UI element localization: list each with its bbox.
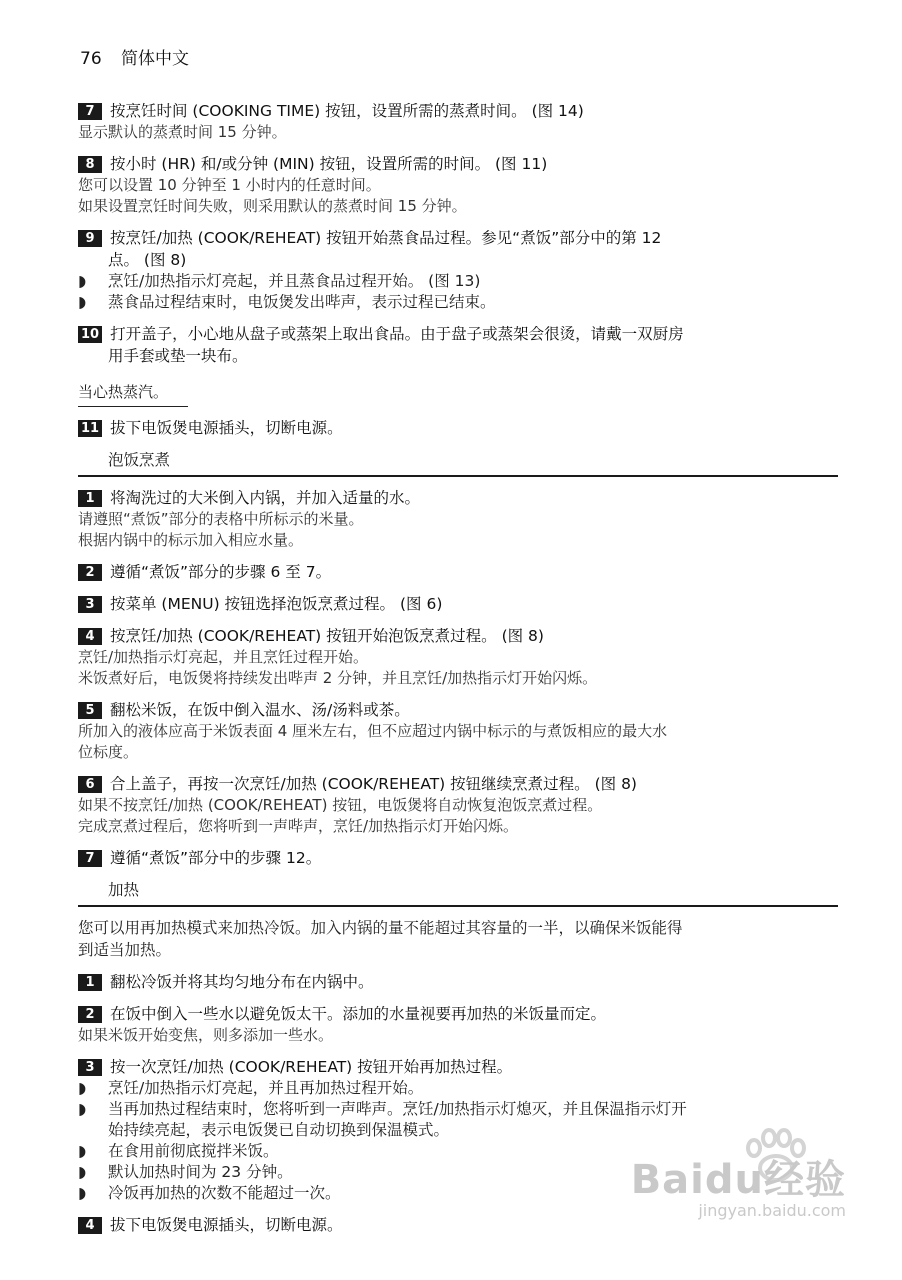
step-number: 7 (78, 103, 102, 120)
bullet-icon: ◗ (78, 1100, 87, 1118)
step-note: 如果米饭开始变焦，则多添加一些水。 (78, 1026, 334, 1044)
step-text: 在饭中倒入一些水以避免饭太干。添加的水量视要再加热的米饭量而定。 (110, 1005, 607, 1023)
step-text: 按菜单 (MENU) 按钮选择泡饭烹煮过程。 (图 6) (110, 595, 443, 613)
step-item (78, 847, 838, 869)
bullet-item: ◗ 蒸食品过程结束时，电饭煲发出哔声，表示过程已结束。 (78, 293, 496, 311)
bullet-item (78, 1078, 838, 1099)
step-number: 7 (78, 850, 102, 867)
page-content (78, 100, 838, 1246)
step-text-continued: 点。 (图 8) (108, 251, 187, 269)
step-item (78, 773, 838, 837)
step-text: 打开盖子，小心地从盘子或蒸架上取出食品。由于盘子或蒸架会很烫，请戴一双厨房 (110, 325, 684, 343)
page-header (80, 44, 189, 69)
step-text: 按烹饪时间 (COOKING TIME) 按钮，设置所需的蒸煮时间。 (图 14) (110, 102, 584, 120)
watermark (631, 1148, 846, 1220)
step-number: 10 (78, 326, 102, 343)
step-note: 显示默认的蒸煮时间 15 分钟。 (78, 123, 287, 141)
step-number: 2 (78, 564, 102, 581)
soak-steps (78, 487, 838, 869)
page-number: 76 (80, 49, 102, 69)
step-item (78, 625, 838, 689)
step-text: 遵循“煮饭”部分中的步骤 12。 (110, 849, 322, 867)
step-text: 将淘洗过的大米倒入内锅，并加入适量的水。 (110, 489, 421, 507)
step-number: 4 (78, 628, 102, 645)
step-note: 位标度。 (78, 743, 139, 761)
bullet-text: 烹饪/加热指示灯亮起，并且再加热过程开始。 (108, 1079, 424, 1097)
bullet-icon: ◗ (78, 1079, 87, 1097)
step-text: 翻松米饭，在饭中倒入温水、汤/汤料或茶。 (110, 701, 410, 719)
steam-steps (78, 100, 838, 217)
bullet-text: 冷饭再加热的次数不能超过一次。 (108, 1184, 341, 1202)
bullet-icon: ◗ (78, 1163, 87, 1181)
step-9 (78, 227, 838, 313)
step-note: 根据内锅中的标示加入相应水量。 (78, 531, 304, 549)
step-number: 5 (78, 702, 102, 719)
section-title-soak: 泡饭烹煮 (78, 449, 838, 477)
step-number: 8 (78, 156, 102, 173)
step-item (78, 593, 838, 615)
step-text: 拔下电饭煲电源插头，切断电源。 (110, 419, 343, 437)
step-item (78, 487, 838, 551)
bullet-item (78, 1099, 838, 1141)
watermark-url: jingyan.baidu.com (698, 1201, 846, 1220)
step-note: 如果设置烹饪时间失败，则采用默认的蒸煮时间 15 分钟。 (78, 197, 467, 215)
step-note: 烹饪/加热指示灯亮起，并且烹饪过程开始。 (78, 648, 369, 666)
step-note: 您可以设置 10 分钟至 1 小时内的任意时间。 (78, 176, 381, 194)
step-item (78, 699, 838, 763)
step-text: 拔下电饭煲电源插头，切断电源。 (110, 1216, 343, 1234)
step-note: 所加入的液体应高于米饭表面 4 厘米左右，但不应超过内锅中标示的与煮饭相应的最大水 (78, 722, 668, 740)
reheat-steps (78, 971, 838, 1046)
step-text: 按一次烹饪/加热 (COOK/REHEAT) 按钮开始再加热过程。 (110, 1058, 513, 1076)
step-text: 按烹饪/加热 (COOK/REHEAT) 按钮开始泡饭烹煮过程。 (图 8) (110, 627, 544, 645)
step-10 (78, 323, 838, 367)
step-number: 3 (78, 596, 102, 613)
reheat-intro: 您可以用再加热模式来加热冷饭。加入内锅的量不能超过其容量的一半，以确保米饭能得 到适当加热。 (78, 919, 683, 959)
step-text: 按烹饪/加热 (COOK/REHEAT) 按钮开始蒸食品过程。参见“煮饭”部分中的第 12 (110, 229, 662, 247)
step-note: 请遵照“煮饭”部分的表格中所标示的米量。 (78, 510, 364, 528)
bullet-text: 始持续亮起，表示电饭煲已自动切换到保温模式。 (108, 1121, 450, 1139)
bullet-icon: ◗ (78, 272, 87, 290)
step-item (78, 561, 838, 583)
step-number: 11 (78, 420, 102, 437)
step-number: 6 (78, 776, 102, 793)
bullet-text: 在食用前彻底搅拌米饭。 (108, 1142, 279, 1160)
section-title-reheat: 加热 (78, 879, 838, 907)
step-item (78, 100, 838, 143)
step-text-continued: 用手套或垫一块布。 (108, 347, 248, 365)
step-number: 4 (78, 1217, 102, 1234)
watermark-logo: Baidu经验 (630, 1157, 846, 1203)
language-label: 简体中文 (121, 49, 190, 69)
step-item (78, 1003, 838, 1046)
step-11 (78, 417, 838, 439)
caution-note: 当心热蒸汽。 (78, 381, 188, 407)
step-note: 完成烹煮过程后，您将听到一声哔声，烹饪/加热指示灯开始闪烁。 (78, 817, 519, 835)
bullet-text: 当再加热过程结束时，您将听到一声哔声。烹饪/加热指示灯熄灭，并且保温指示灯开 (108, 1100, 687, 1118)
bullet-icon: ◗ (78, 1142, 87, 1160)
step-item (78, 153, 838, 217)
step-number: 9 (78, 230, 102, 247)
bullet-icon: ◗ (78, 293, 87, 311)
step-text: 翻松冷饭并将其均匀地分布在内锅中。 (110, 973, 374, 991)
step-number: 3 (78, 1059, 102, 1076)
step-number: 2 (78, 1006, 102, 1023)
step-note: 如果不按烹饪/加热 (COOK/REHEAT) 按钮，电饭煲将自动恢复泡饭烹煮过程。 (78, 796, 603, 814)
step-number: 1 (78, 974, 102, 991)
step-note: 米饭煮好后，电饭煲将持续发出哔声 2 分钟，并且烹饪/加热指示灯开始闪烁。 (78, 669, 598, 687)
step-text: 按小时 (HR) 和/或分钟 (MIN) 按钮，设置所需的时间。 (图 11) (110, 155, 548, 173)
step-text: 合上盖子，再按一次烹饪/加热 (COOK/REHEAT) 按钮继续烹煮过程。 (图 8) (110, 775, 637, 793)
step-number: 1 (78, 490, 102, 507)
step-item (78, 971, 838, 993)
step-text: 遵循“煮饭”部分的步骤 6 至 7。 (110, 563, 332, 581)
bullet-item: ◗ 烹饪/加热指示灯亮起，并且蒸食品过程开始。 (图 13) (78, 272, 481, 290)
bullet-icon: ◗ (78, 1184, 87, 1202)
bullet-text: 默认加热时间为 23 分钟。 (108, 1163, 293, 1181)
